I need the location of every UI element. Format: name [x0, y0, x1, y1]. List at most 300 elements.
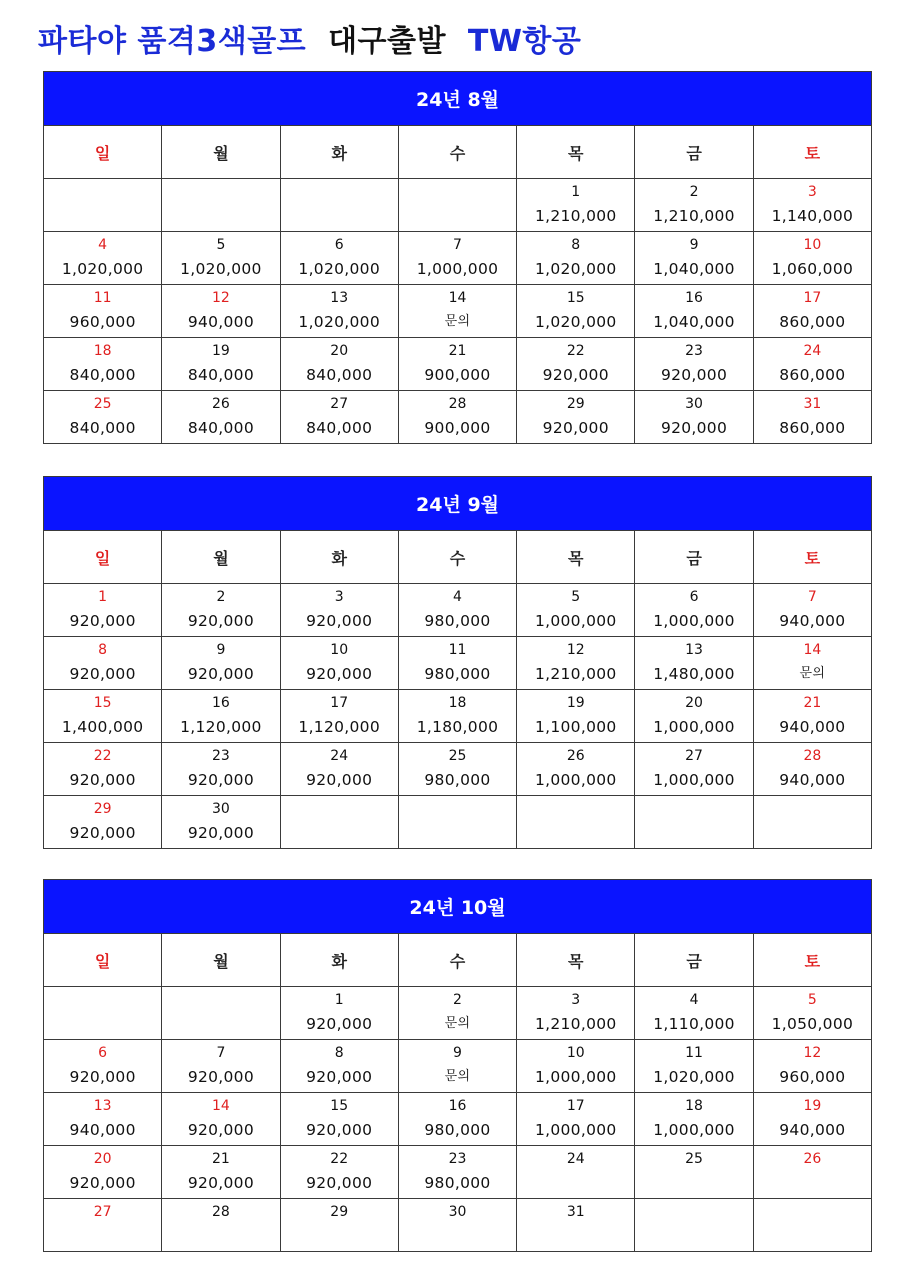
- weekday-header: 화: [280, 934, 398, 987]
- day-cell: [44, 285, 162, 338]
- day-cell: [162, 1040, 280, 1093]
- day-number: 1: [571, 184, 581, 200]
- day-number: 7: [807, 589, 817, 605]
- week-row: [44, 1146, 872, 1199]
- day-price: 980,000: [424, 665, 491, 683]
- day-price: 1,400,000: [61, 718, 144, 736]
- day-cell: [753, 1093, 871, 1146]
- day-number: 15: [566, 290, 585, 306]
- day-number: 22: [330, 1151, 349, 1167]
- day-price: 920,000: [306, 771, 373, 789]
- week-row: [44, 987, 872, 1040]
- month-header: 24년 9월: [44, 477, 872, 531]
- day-cell: [162, 796, 280, 849]
- day-cell: [44, 743, 162, 796]
- day-price: 840,000: [306, 419, 373, 437]
- day-number: 7: [216, 1045, 226, 1061]
- week-row: [44, 743, 872, 796]
- day-cell: [517, 796, 635, 849]
- day-number: 17: [566, 1098, 585, 1114]
- day-price: 980,000: [424, 612, 491, 630]
- week-row: [44, 690, 872, 743]
- day-number: 2: [689, 184, 699, 200]
- month-header: 24년 10월: [44, 880, 872, 934]
- day-number: 20: [93, 1151, 112, 1167]
- day-price: 1,140,000: [771, 207, 854, 225]
- day-number: 23: [685, 343, 703, 359]
- day-number: 27: [93, 1204, 112, 1220]
- day-number: 2: [453, 992, 462, 1008]
- weekday-header: 월: [162, 126, 280, 179]
- day-price: 980,000: [424, 771, 491, 789]
- day-number: 12: [803, 1045, 822, 1061]
- day-cell: [753, 232, 871, 285]
- day-number: 2: [216, 589, 226, 605]
- day-number: 30: [448, 1204, 467, 1220]
- day-number: 3: [334, 589, 344, 605]
- day-number: 23: [212, 748, 230, 764]
- weekday-header: 금: [635, 531, 753, 584]
- title-product: 파타야 품격3색골프: [38, 24, 307, 59]
- day-number: 14: [803, 642, 822, 658]
- day-cell: [280, 637, 398, 690]
- day-number: 31: [803, 396, 822, 412]
- day-cell: [280, 391, 398, 444]
- week-row: [44, 285, 872, 338]
- day-cell: [517, 1146, 635, 1199]
- day-number: 8: [98, 642, 108, 658]
- day-price: 1,050,000: [771, 1015, 854, 1033]
- day-cell: [517, 232, 635, 285]
- day-number: 21: [448, 343, 467, 359]
- month-calendar: [43, 476, 872, 849]
- day-cell: [162, 338, 280, 391]
- day-number: 4: [689, 992, 699, 1008]
- day-cell: [753, 1040, 871, 1093]
- day-price: 1,020,000: [298, 313, 380, 331]
- day-price: 840,000: [306, 366, 373, 384]
- day-price: 920,000: [187, 612, 255, 630]
- day-price: 980,000: [424, 1174, 491, 1192]
- day-price: 920,000: [306, 1174, 373, 1192]
- day-cell: [398, 637, 516, 690]
- day-cell: [398, 338, 516, 391]
- title-airline: TW항공: [467, 24, 582, 59]
- day-number: 22: [566, 343, 585, 359]
- day-cell: [753, 179, 871, 232]
- weekday-header: 토: [753, 531, 871, 584]
- day-price: 920,000: [306, 1015, 373, 1033]
- day-price: 840,000: [187, 366, 255, 384]
- weekday-header: 일: [44, 934, 162, 987]
- day-cell: [44, 584, 162, 637]
- day-number: 21: [803, 695, 822, 711]
- day-cell: [753, 690, 871, 743]
- day-number: 25: [448, 748, 467, 764]
- day-number: 18: [93, 343, 112, 359]
- day-price: 1,040,000: [653, 260, 735, 278]
- week-row: [44, 796, 872, 849]
- day-cell: [280, 338, 398, 391]
- day-cell: [635, 690, 753, 743]
- day-number: 10: [566, 1045, 585, 1061]
- day-price: 1,040,000: [653, 313, 735, 331]
- day-number: 9: [453, 1045, 462, 1061]
- day-price: 1,000,000: [534, 1068, 617, 1086]
- day-number: 24: [330, 748, 349, 764]
- day-cell: [635, 391, 753, 444]
- day-cell: [44, 1146, 162, 1199]
- weekday-header: 목: [517, 934, 635, 987]
- day-cell: [44, 690, 162, 743]
- day-cell: [44, 1093, 162, 1146]
- day-price: 1,000,000: [653, 771, 735, 789]
- day-cell: [280, 232, 398, 285]
- day-price: 920,000: [542, 366, 609, 384]
- day-cell: [517, 987, 635, 1040]
- day-cell: [398, 987, 516, 1040]
- day-price: 860,000: [779, 419, 846, 437]
- day-price: 860,000: [779, 366, 846, 384]
- day-number: 28: [212, 1204, 230, 1220]
- day-number: 28: [803, 748, 822, 764]
- day-number: 26: [212, 396, 230, 412]
- day-number: 29: [330, 1204, 349, 1220]
- month-calendar: [43, 71, 872, 444]
- day-price: 920,000: [660, 419, 728, 437]
- day-cell: [517, 584, 635, 637]
- day-cell: [44, 232, 162, 285]
- day-number: 24: [803, 343, 822, 359]
- day-price: 1,020,000: [61, 260, 144, 278]
- day-cell: [635, 1146, 753, 1199]
- day-cell: [280, 743, 398, 796]
- day-number: 3: [807, 184, 817, 200]
- day-number: 14: [448, 290, 467, 306]
- day-number: 8: [334, 1045, 344, 1061]
- day-number: 19: [803, 1098, 822, 1114]
- week-row: [44, 584, 872, 637]
- day-cell: [517, 1093, 635, 1146]
- day-cell: [280, 1146, 398, 1199]
- day-number: 12: [566, 642, 585, 658]
- day-price: 1,210,000: [653, 207, 735, 225]
- weekday-header: 수: [398, 531, 516, 584]
- weekday-header: 월: [162, 531, 280, 584]
- day-price: 920,000: [187, 771, 255, 789]
- day-number: 18: [685, 1098, 703, 1114]
- day-cell: [398, 584, 516, 637]
- day-price: 1,110,000: [653, 1015, 735, 1033]
- day-number: 28: [448, 396, 467, 412]
- day-cell: [162, 743, 280, 796]
- day-price: 문의: [444, 1069, 471, 1084]
- weekday-header: 월: [162, 934, 280, 987]
- day-price: 1,180,000: [416, 718, 499, 736]
- day-cell: [635, 743, 753, 796]
- day-cell: [44, 637, 162, 690]
- day-number: 27: [330, 396, 349, 412]
- day-cell: [635, 338, 753, 391]
- day-price: 1,020,000: [180, 260, 262, 278]
- day-price: 960,000: [69, 313, 136, 331]
- day-price: 920,000: [306, 1121, 373, 1139]
- day-price: 940,000: [187, 313, 255, 331]
- weekday-header: 화: [280, 531, 398, 584]
- day-price: 940,000: [69, 1121, 136, 1139]
- day-cell: [398, 1199, 516, 1252]
- day-cell: [44, 1199, 162, 1252]
- day-number: 26: [803, 1151, 822, 1167]
- day-cell: [398, 179, 516, 232]
- day-number: 26: [566, 748, 585, 764]
- day-number: 19: [566, 695, 585, 711]
- weekday-header: 수: [398, 126, 516, 179]
- day-cell: [44, 987, 162, 1040]
- day-cell: [44, 338, 162, 391]
- day-cell: [753, 987, 871, 1040]
- day-cell: [635, 1040, 753, 1093]
- week-row: [44, 1093, 872, 1146]
- day-number: 4: [453, 589, 462, 605]
- day-cell: [517, 179, 635, 232]
- day-number: 1: [334, 992, 344, 1008]
- day-cell: [44, 1040, 162, 1093]
- day-price: 1,000,000: [534, 771, 617, 789]
- day-price: 900,000: [424, 366, 491, 384]
- day-price: 1,020,000: [298, 260, 380, 278]
- day-price: 940,000: [779, 1121, 846, 1139]
- day-number: 27: [685, 748, 703, 764]
- day-price: 920,000: [69, 1068, 136, 1086]
- day-cell: [398, 285, 516, 338]
- day-price: 1,210,000: [534, 665, 617, 683]
- day-price: 940,000: [779, 718, 846, 736]
- day-cell: [280, 796, 398, 849]
- day-number: 22: [93, 748, 112, 764]
- day-price: 1,000,000: [534, 612, 617, 630]
- day-cell: [398, 1040, 516, 1093]
- day-number: 6: [334, 237, 344, 253]
- day-number: 16: [685, 290, 703, 306]
- day-number: 20: [685, 695, 703, 711]
- day-price: 1,020,000: [534, 260, 617, 278]
- day-number: 15: [93, 695, 112, 711]
- day-price: 1,020,000: [653, 1068, 735, 1086]
- day-cell: [635, 637, 753, 690]
- day-cell: [44, 796, 162, 849]
- day-number: 17: [330, 695, 349, 711]
- page-title: [38, 16, 581, 60]
- day-price: 920,000: [187, 1121, 255, 1139]
- day-price: 1,120,000: [180, 718, 262, 736]
- day-price: 1,000,000: [653, 718, 735, 736]
- day-cell: [398, 232, 516, 285]
- day-price: 문의: [799, 666, 826, 681]
- day-number: 9: [216, 642, 226, 658]
- title-departure: 대구출발: [328, 24, 446, 59]
- day-cell: [162, 1093, 280, 1146]
- day-price: 920,000: [187, 1068, 255, 1086]
- day-number: 10: [330, 642, 349, 658]
- day-number: 24: [566, 1151, 585, 1167]
- day-number: 1: [98, 589, 108, 605]
- day-price: 1,120,000: [298, 718, 380, 736]
- day-cell: [635, 987, 753, 1040]
- week-row: [44, 1199, 872, 1252]
- week-row: [44, 232, 872, 285]
- day-cell: [398, 743, 516, 796]
- day-cell: [162, 179, 280, 232]
- day-cell: [753, 338, 871, 391]
- day-number: 5: [216, 237, 226, 253]
- day-number: 5: [571, 589, 581, 605]
- day-price: 860,000: [779, 313, 846, 331]
- day-number: 13: [93, 1098, 112, 1114]
- day-price: 840,000: [69, 419, 136, 437]
- day-price: 920,000: [69, 612, 136, 630]
- day-cell: [635, 1093, 753, 1146]
- day-cell: [635, 796, 753, 849]
- day-number: 4: [98, 237, 108, 253]
- weekday-header: 화: [280, 126, 398, 179]
- day-price: 920,000: [69, 771, 136, 789]
- day-cell: [517, 637, 635, 690]
- week-row: [44, 179, 872, 232]
- day-number: 20: [330, 343, 349, 359]
- day-number: 11: [685, 1045, 703, 1061]
- day-number: 12: [212, 290, 230, 306]
- day-price: 1,480,000: [653, 665, 735, 683]
- day-cell: [753, 796, 871, 849]
- day-cell: [280, 1093, 398, 1146]
- day-cell: [635, 584, 753, 637]
- day-price: 1,210,000: [534, 1015, 617, 1033]
- day-price: 문의: [444, 1016, 471, 1031]
- day-price: 문의: [444, 314, 471, 329]
- day-number: 29: [93, 801, 112, 817]
- day-number: 7: [453, 237, 462, 253]
- day-price: 920,000: [187, 1174, 255, 1192]
- day-number: 17: [803, 290, 822, 306]
- week-row: [44, 637, 872, 690]
- day-number: 3: [571, 992, 581, 1008]
- day-cell: [398, 1146, 516, 1199]
- day-number: 11: [448, 642, 467, 658]
- weekday-header: 목: [517, 126, 635, 179]
- day-price: 940,000: [779, 771, 846, 789]
- day-number: 14: [212, 1098, 230, 1114]
- day-cell: [398, 690, 516, 743]
- day-number: 25: [685, 1151, 703, 1167]
- day-number: 23: [448, 1151, 467, 1167]
- day-price: 1,210,000: [534, 207, 617, 225]
- day-cell: [635, 285, 753, 338]
- day-cell: [635, 232, 753, 285]
- month-calendar: [43, 879, 872, 1252]
- day-cell: [162, 232, 280, 285]
- week-row: [44, 1040, 872, 1093]
- day-number: 10: [803, 237, 822, 253]
- day-cell: [753, 584, 871, 637]
- day-number: 31: [566, 1204, 585, 1220]
- day-price: 840,000: [69, 366, 136, 384]
- day-number: 30: [212, 801, 230, 817]
- day-cell: [44, 391, 162, 444]
- day-cell: [398, 391, 516, 444]
- day-number: 15: [330, 1098, 349, 1114]
- day-price: 920,000: [660, 366, 728, 384]
- day-price: 920,000: [69, 665, 136, 683]
- day-price: 1,000,000: [416, 260, 499, 278]
- day-cell: [753, 1146, 871, 1199]
- day-number: 16: [448, 1098, 467, 1114]
- day-cell: [280, 285, 398, 338]
- day-cell: [162, 1146, 280, 1199]
- day-cell: [753, 285, 871, 338]
- day-cell: [517, 1199, 635, 1252]
- day-cell: [398, 796, 516, 849]
- day-price: 920,000: [306, 612, 373, 630]
- day-price: 920,000: [69, 1174, 136, 1192]
- day-number: 16: [212, 695, 230, 711]
- day-price: 1,000,000: [534, 1121, 617, 1139]
- day-cell: [162, 690, 280, 743]
- day-number: 13: [685, 642, 703, 658]
- weekday-header: 목: [517, 531, 635, 584]
- day-price: 840,000: [187, 419, 255, 437]
- day-price: 1,020,000: [534, 313, 617, 331]
- day-number: 5: [807, 992, 817, 1008]
- day-price: 1,000,000: [653, 612, 735, 630]
- weekday-header: 일: [44, 531, 162, 584]
- day-number: 21: [212, 1151, 230, 1167]
- day-cell: [517, 1040, 635, 1093]
- day-number: 6: [98, 1045, 108, 1061]
- day-cell: [280, 987, 398, 1040]
- day-cell: [280, 179, 398, 232]
- day-cell: [280, 1040, 398, 1093]
- day-price: 1,000,000: [653, 1121, 735, 1139]
- day-cell: [753, 391, 871, 444]
- day-number: 6: [689, 589, 699, 605]
- day-number: 9: [689, 237, 699, 253]
- day-number: 25: [93, 396, 112, 412]
- day-number: 29: [566, 396, 585, 412]
- day-price: 960,000: [779, 1068, 846, 1086]
- weekday-header: 금: [635, 126, 753, 179]
- day-price: 920,000: [306, 1068, 373, 1086]
- day-cell: [753, 743, 871, 796]
- day-number: 30: [685, 396, 703, 412]
- day-cell: [517, 338, 635, 391]
- day-number: 18: [448, 695, 467, 711]
- day-cell: [280, 584, 398, 637]
- day-cell: [162, 584, 280, 637]
- day-cell: [517, 690, 635, 743]
- day-price: 940,000: [779, 612, 846, 630]
- day-cell: [517, 391, 635, 444]
- week-row: [44, 391, 872, 444]
- day-cell: [517, 743, 635, 796]
- day-price: 920,000: [69, 824, 136, 842]
- day-number: 8: [571, 237, 581, 253]
- month-header: 24년 8월: [44, 72, 872, 126]
- weekday-header: 토: [753, 934, 871, 987]
- day-cell: [162, 1199, 280, 1252]
- day-cell: [162, 391, 280, 444]
- day-price: 900,000: [424, 419, 491, 437]
